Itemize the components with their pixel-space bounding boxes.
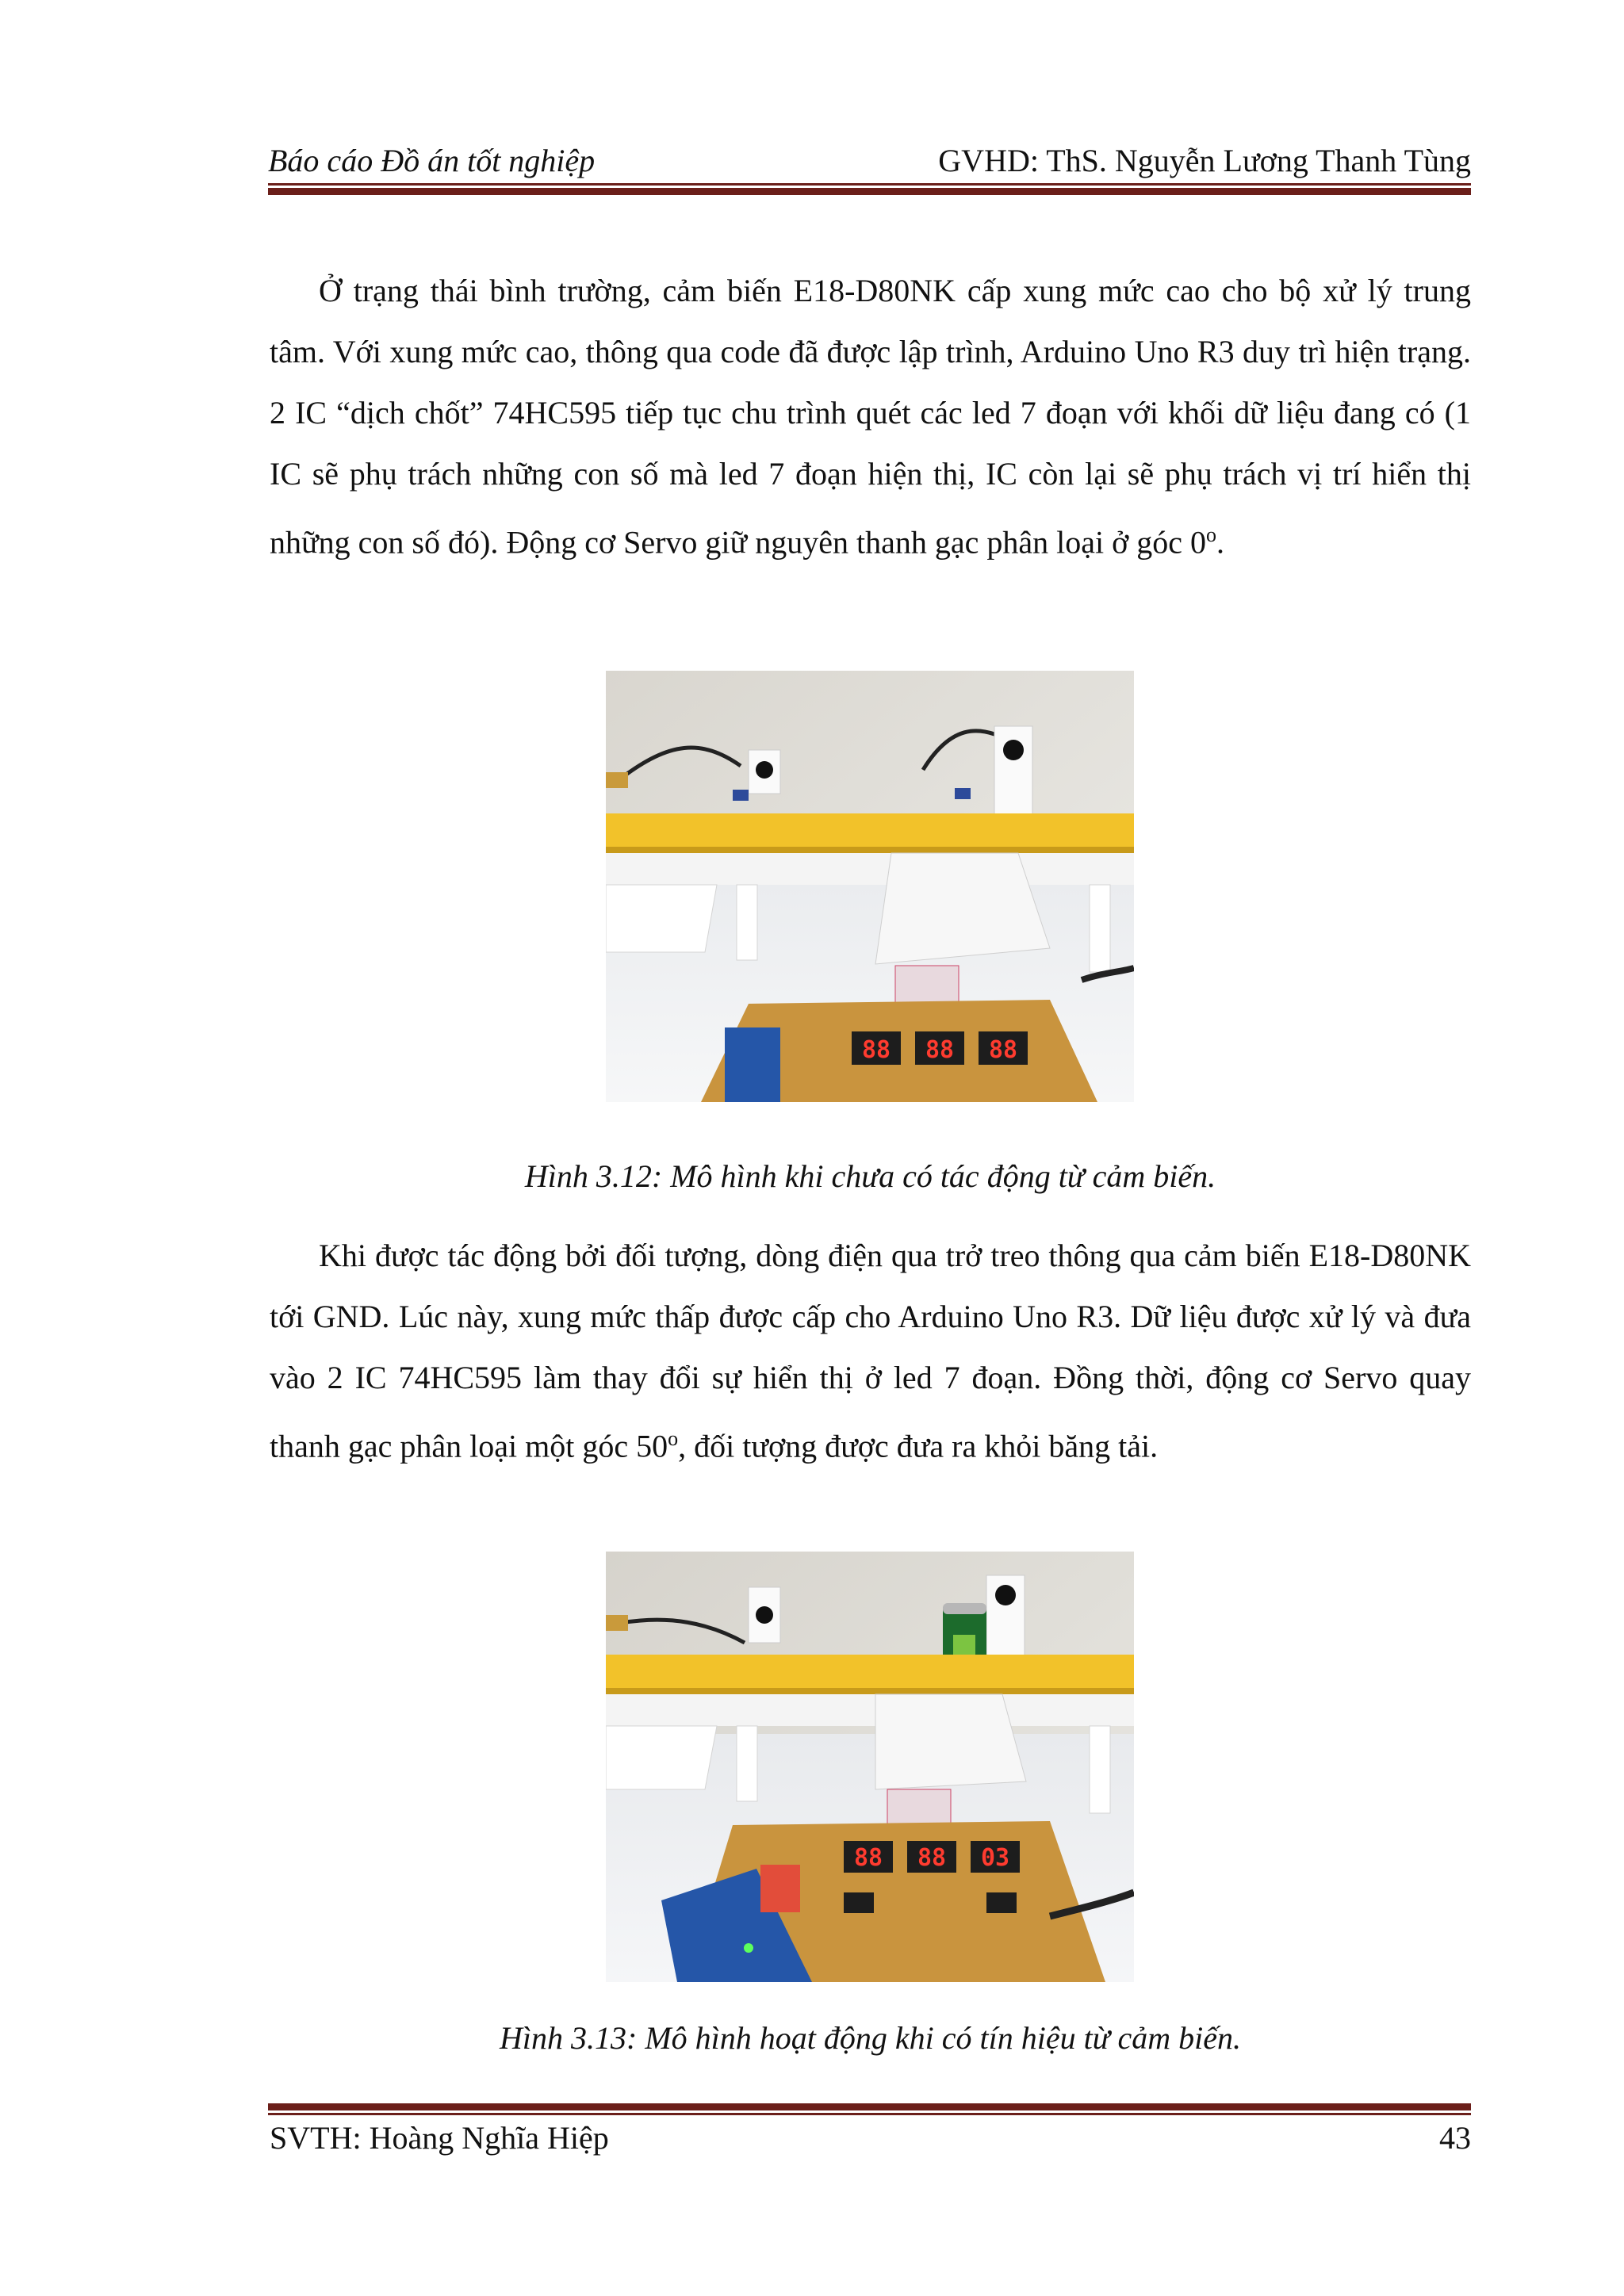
display-digit: 88 (853, 1844, 883, 1872)
display-digit: 03 (980, 1844, 1010, 1872)
display-digit: 88 (988, 1036, 1018, 1064)
body-paragraph: Ở trạng thái bình trường, cảm biến E18-D80NK cấp xung mức cao cho bộ xử lý trung tâm. Với xung mức cao, thông qua code đã được lập trình, Arduino Uno R3 duy trì hiện trạng. 2 IC “dịch chốt” 74HC595 tiếp tục chu trình quét các led 7 đoạn với khối dữ liệu đang có (1 IC sẽ phụ trách những con số mà led 7 đoạn hiện thị, IC còn lại sẽ phụ trách vị trí hiển thị những con số đó). Động cơ Servo giữ nguyên thanh gạc phân loại ở góc 0$^o$. (270, 273, 1471, 561)
header-advisor: GVHD: ThS. Nguyễn Lương Thanh Tùng (938, 143, 1471, 178)
figure-photo-active (606, 1552, 1134, 1982)
body-paragraph: Khi được tác động bởi đối tượng, dòng điện qua trở treo thông qua cảm biến E18-D80NK tới GND. Lúc này, xung mức thấp được cấp cho Arduino Uno R3. Dữ liệu được xử lý và đưa vào 2 IC 74HC595 làm thay đổi sự hiển thị ở led 7 đoạn. Đồng thời, động cơ Servo quay thanh gạc phân loại một góc 50$^o$, đối tượng được đưa ra khỏi băng tải. (270, 1238, 1471, 1464)
footer-rule-thick (268, 2103, 1471, 2110)
footer-rule-thin (268, 2113, 1471, 2115)
figure-caption: Hình 3.12: Mô hình khi chưa có tác động từ cảm biến. (524, 1158, 1216, 1194)
figure-photo-idle (606, 671, 1134, 1102)
degree-superscript: o (668, 1427, 679, 1450)
header-rule-thick (268, 188, 1471, 195)
header-title: Báo cáo Đồ án tốt nghiệp (268, 143, 596, 178)
display-digit: 88 (861, 1036, 891, 1064)
header-rule-thin (268, 183, 1471, 186)
page-number: 43 (1439, 2120, 1471, 2156)
display-digit: 88 (917, 1844, 947, 1872)
figure-caption: Hình 3.13: Mô hình hoạt động khi có tín hiệu từ cảm biến. (499, 2020, 1242, 2056)
degree-superscript: o (1206, 523, 1216, 546)
footer-author: SVTH: Hoàng Nghĩa Hiệp (270, 2120, 609, 2156)
display-digit: 88 (925, 1036, 955, 1064)
